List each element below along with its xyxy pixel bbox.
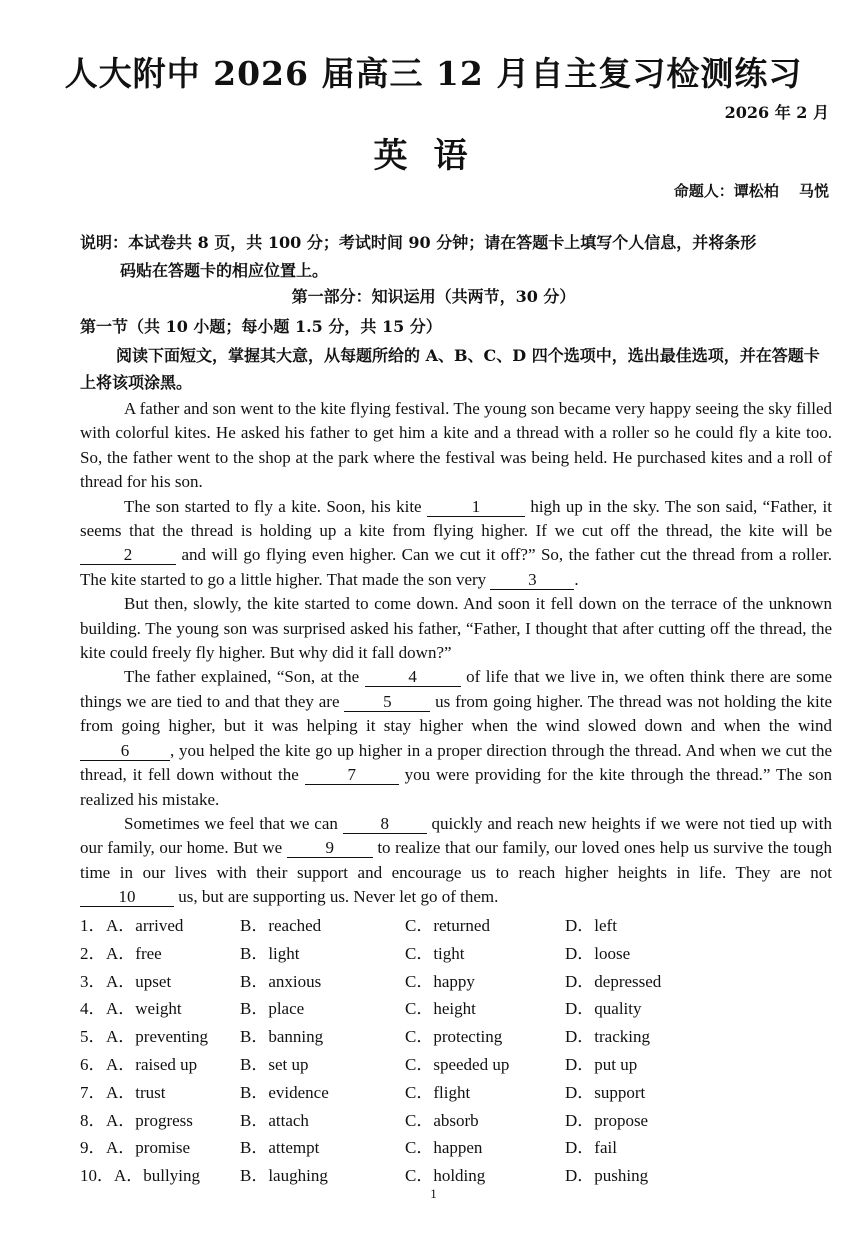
option-b: B．set up <box>240 1054 309 1074</box>
passage-text: high up in the sky. The son said, “Father, it seems that the thread is holding up a kite from flying higher. If we cut off the thread, the kite will be <box>80 496 832 541</box>
option-c: C．absorb <box>405 1110 479 1130</box>
answer-options <box>80 911 840 1189</box>
option-b: B．evidence <box>240 1082 329 1102</box>
option-a: A．arrived <box>106 916 184 935</box>
option-b: B．attach <box>240 1110 309 1130</box>
instructions-line-2: 码贴在答题卡的相应位置上。 <box>120 261 329 280</box>
blank-5: 5 <box>344 693 430 712</box>
option-b: B．light <box>240 943 300 963</box>
question-row <box>80 1050 840 1078</box>
part-heading: 第一部分：知识运用（共两节，30 分） <box>291 287 576 306</box>
question-number: 10． <box>80 1166 114 1186</box>
blank-6: 6 <box>80 742 170 761</box>
blank-2: 2 <box>80 546 176 565</box>
question-row <box>80 1133 840 1161</box>
option-a: A．trust <box>106 1082 166 1102</box>
question-number: 2． <box>80 943 106 963</box>
passage-text: , you helped the kite go up higher in a proper direction through the thread. And when we cut the thread, it fell down without the <box>80 740 832 785</box>
option-a: A．bullying <box>114 1166 200 1186</box>
passage-paragraph-2 <box>80 495 832 593</box>
question-row <box>80 967 840 995</box>
blank-9: 9 <box>287 839 373 858</box>
exam-authors: 命题人：谭松柏 马悦 <box>673 182 829 200</box>
blank-1: 1 <box>427 498 525 517</box>
question-row <box>80 911 840 939</box>
passage-paragraph-5 <box>80 812 832 910</box>
passage-text: to realize that our family, our loved ones help us survive the tough time in our lives with their support and encourage us to reach higher heights in life. They are not <box>80 838 833 882</box>
blank-3: 3 <box>490 571 574 590</box>
passage-text: Sometimes we feel that we can <box>124 813 343 833</box>
blank-8: 8 <box>343 815 427 834</box>
question-row <box>80 939 840 967</box>
passage-text: . <box>574 569 579 589</box>
passage-text: us, but are supporting us. Never let go of them. <box>174 887 499 907</box>
option-b: B．reached <box>240 916 322 935</box>
option-d: D．left <box>565 916 617 935</box>
option-a: A．progress <box>106 1110 193 1130</box>
directions-text: 阅读下面短文，掌握其大意，从每题所给的 A、B、C、D 四个选项中，选出最佳选项，并在答题卡上将该项涂黑。 <box>80 346 820 392</box>
passage-text: and will go flying even higher. Can we cut it off?” So, the father cut the thread from a roller. The kite started to go a little higher. That made the son very <box>80 545 832 589</box>
passage-text: us from going higher. The thread was not holding the kite from going higher, but it was helping it stay higher when the wind slowed down and when the wind <box>80 691 832 736</box>
option-c: C．height <box>405 999 476 1019</box>
exam-title: 人大附中 2026 届高三 12 月自主复习检测练习 <box>64 54 803 93</box>
option-c: C．holding <box>405 1166 486 1186</box>
question-number: 9． <box>80 1138 106 1158</box>
instructions-line-1: 说明：本试卷共 8 页，共 100 分；考试时间 90 分钟；请在答题卡上填写个人信息，并将条形 <box>80 233 757 252</box>
section-heading: 第一节（共 10 小题；每小题 1.5 分，共 15 分） <box>80 317 442 336</box>
option-a: A．weight <box>106 999 182 1019</box>
option-c: C．flight <box>405 1082 471 1102</box>
option-d: D．depressed <box>565 971 662 991</box>
blank-7: 7 <box>305 766 399 785</box>
option-d: D．put up <box>565 1054 638 1074</box>
option-a: A．raised up <box>106 1054 198 1074</box>
passage-text: The father explained, “Son, at the <box>124 667 365 687</box>
question-row <box>80 1078 840 1106</box>
option-c: C．happy <box>405 971 475 991</box>
question-row <box>80 1022 840 1050</box>
reading-passage <box>80 397 832 910</box>
question-number: 6． <box>80 1054 106 1074</box>
option-c: C．returned <box>405 916 490 935</box>
question-row <box>80 1161 840 1189</box>
option-a: A．upset <box>106 971 172 991</box>
question-number: 1． <box>80 916 106 935</box>
question-number: 3． <box>80 971 106 991</box>
option-d: D．quality <box>565 999 642 1019</box>
page-number: 1 <box>430 1186 437 1201</box>
passage-text: The son started to fly a kite. Soon, his kite <box>124 496 427 516</box>
option-b: B．banning <box>240 1027 324 1047</box>
passage-text: of life that we live in, we often think there are some things we are tied to and that they are <box>80 667 832 711</box>
option-b: B．laughing <box>240 1166 328 1186</box>
section-directions <box>80 342 832 396</box>
exam-instructions <box>80 229 830 285</box>
question-number: 7． <box>80 1082 106 1102</box>
option-b: B．place <box>240 999 305 1019</box>
blank-4: 4 <box>365 668 461 687</box>
option-c: C．protecting <box>405 1027 503 1047</box>
option-d: D．tracking <box>565 1027 650 1047</box>
blank-10: 10 <box>80 888 174 907</box>
subject-title: 英语 <box>373 136 494 176</box>
option-a: A．preventing <box>106 1027 208 1047</box>
option-c: C．speeded up <box>405 1054 510 1074</box>
question-row <box>80 1106 840 1134</box>
passage-paragraph-4 <box>80 665 832 811</box>
option-d: D．fail <box>565 1138 617 1158</box>
option-c: C．tight <box>405 943 465 963</box>
question-number: 5． <box>80 1027 106 1047</box>
passage-text: quickly and reach new heights if we were not tied up with our family, our home. But we <box>80 813 833 858</box>
option-a: A．promise <box>106 1138 191 1158</box>
option-b: B．attempt <box>240 1138 320 1158</box>
question-number: 8． <box>80 1110 106 1130</box>
passage-paragraph-1: A father and son went to the kite flying festival. The young son became very happy seeing the sky filled with colorful kites. He asked his father to get him a kite and a thread with a roller so he could fly a kite too. So, the father went to the shop at the park where the festival was being held. He purchased kites and a roll of thread for his son. <box>80 399 832 492</box>
passage-paragraph-3: But then, slowly, the kite started to come down. And soon it fell down on the terrace of the unknown building. The young son was surprised asked his father, “Father, I thought that after cutting off the thread, the kite could freely fly higher. But why did it fall down?” <box>80 594 832 663</box>
option-a: A．free <box>106 943 162 963</box>
option-d: D．pushing <box>565 1166 649 1186</box>
question-number: 4． <box>80 999 106 1019</box>
option-d: D．loose <box>565 943 631 963</box>
option-d: D．support <box>565 1082 646 1102</box>
option-d: D．propose <box>565 1110 649 1130</box>
question-row <box>80 994 840 1022</box>
option-c: C．happen <box>405 1138 483 1158</box>
passage-text: you were providing for the kite through the thread.” The son realized his mistake. <box>80 765 832 809</box>
exam-date: 2026 年 2 月 <box>724 103 829 122</box>
option-b: B．anxious <box>240 971 322 991</box>
